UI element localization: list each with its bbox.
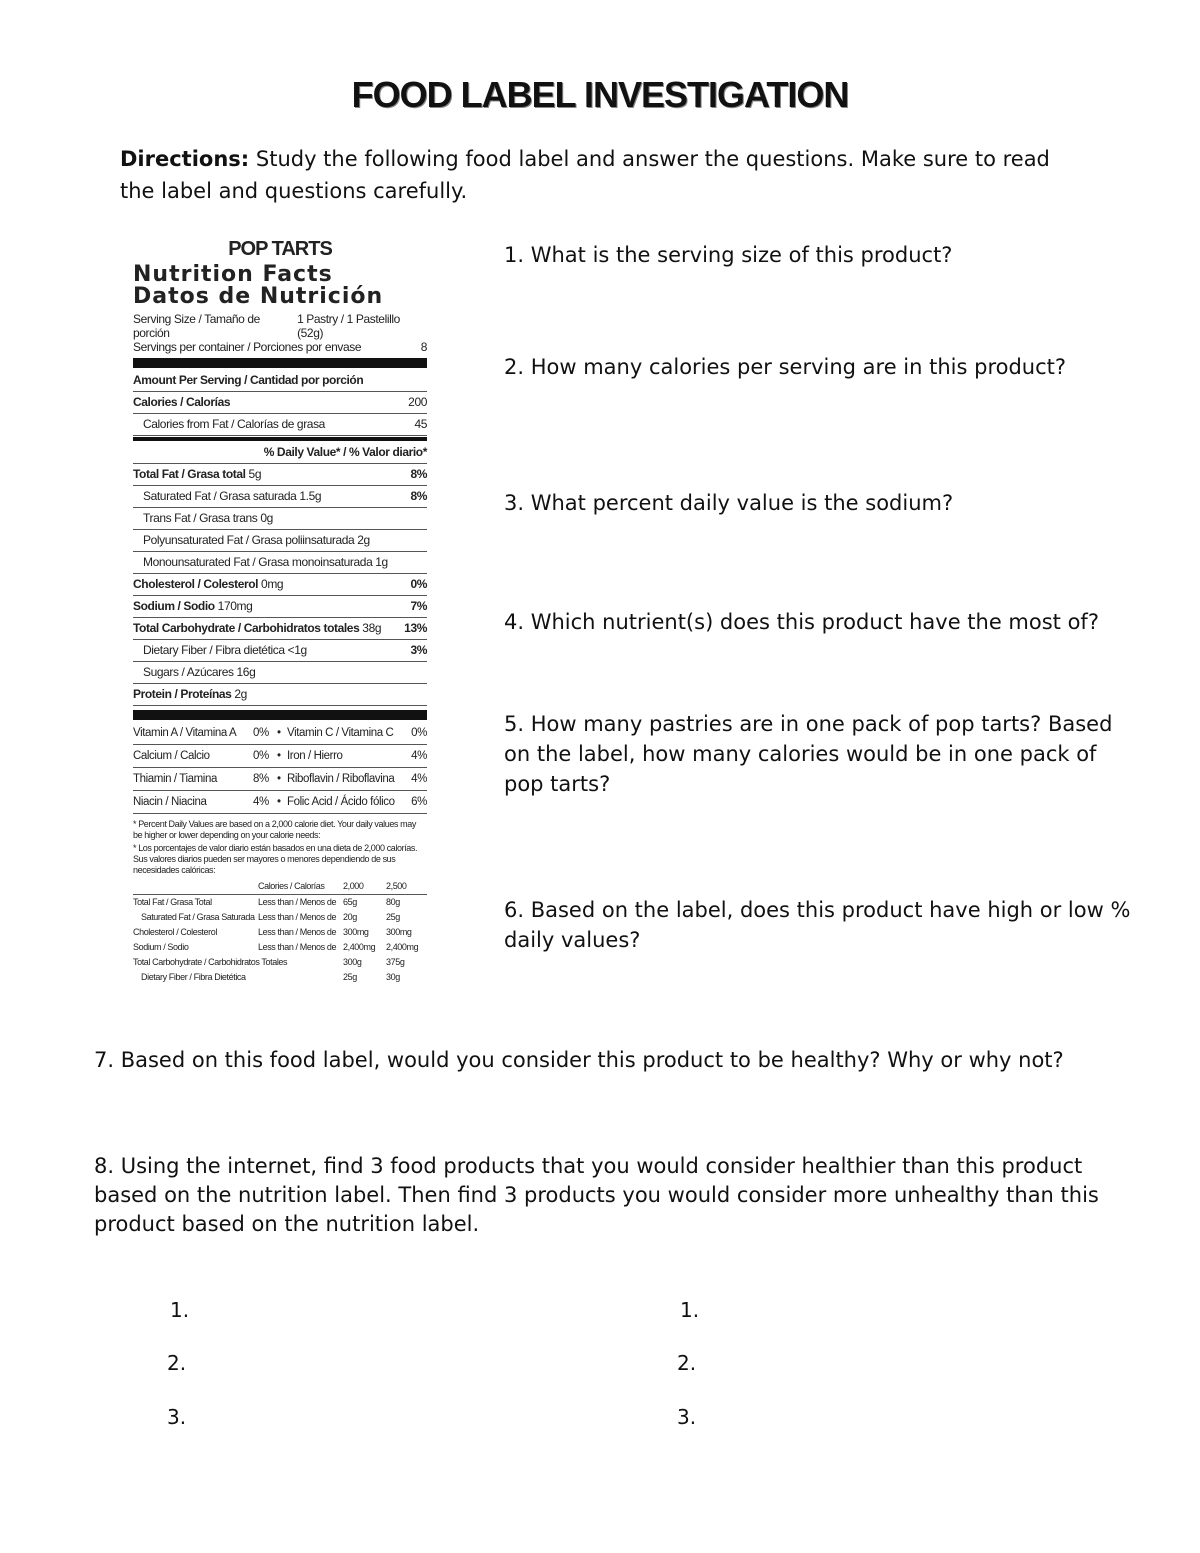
dv-table-cell: Less than / Menos de xyxy=(258,942,337,952)
dv-header-row xyxy=(133,442,427,464)
vitamin-cell: 0% xyxy=(411,727,427,739)
vitamin-row xyxy=(133,768,427,791)
dv-table-cell: 65g xyxy=(343,897,357,907)
dv-table-cell: Less than / Menos de xyxy=(258,912,337,922)
dv-table-rows xyxy=(133,895,427,985)
question-2: 2. How many calories per serving are in this product? xyxy=(504,355,1067,379)
answer-right-1: 1. xyxy=(680,1298,700,1322)
dv-table-cell: 2,400mg xyxy=(343,942,376,952)
nutrient-percent: 8% xyxy=(410,467,427,481)
answer-right-2: 2. xyxy=(677,1351,697,1375)
calories-row xyxy=(133,392,427,414)
thick-divider xyxy=(133,710,427,720)
directions-label: Directions: xyxy=(120,147,250,171)
dv-table-cell: Total Fat / Grasa Total xyxy=(133,897,212,907)
answer-left-3: 3. xyxy=(167,1405,187,1429)
calories-fat-row xyxy=(133,414,427,436)
vitamin-cell: 6% xyxy=(411,796,427,808)
servings-row xyxy=(133,340,427,354)
nutrient-row xyxy=(133,618,427,640)
nutrient-row xyxy=(133,596,427,618)
amount-per-serving xyxy=(133,370,427,392)
calories-fat-label: Calories from Fat / Calorías de grasa xyxy=(143,417,325,431)
question-5: 5. How many pastries are in one pack of pop tarts? Based on the label, how many calories would be in one pack of pop tarts? xyxy=(504,712,1113,796)
nutrient-amount: 5g xyxy=(245,467,262,481)
nutrient-percent: 3% xyxy=(410,643,427,657)
vitamin-cell: Riboflavin / Riboflavina xyxy=(287,773,395,785)
nutrient-name xyxy=(133,596,252,617)
footnote-es: * Los porcentajes de valor diario están basados en una dieta de 2,000 calorías. Sus valores diarios pueden ser mayores o menores dependiendo de sus necesidades calóricas: xyxy=(133,843,418,875)
nutrient-bold-label: Protein / Proteínas xyxy=(133,687,232,701)
nutrient-amount: Trans Fat / Grasa trans 0g xyxy=(143,511,273,525)
dv-table-cell: 300mg xyxy=(386,927,412,937)
calories-fat-value: 45 xyxy=(414,417,427,431)
nutrient-name xyxy=(133,618,381,639)
dv-table-row xyxy=(133,910,427,925)
footnote-en: * Percent Daily Values are based on a 2,000 calorie diet. Your daily values may be higher or lower depending on your calorie needs: xyxy=(133,819,416,840)
nutrient-name xyxy=(143,530,370,551)
label-heading-en: Nutrition Facts xyxy=(133,262,333,287)
dv-table-cell: 375g xyxy=(386,957,405,967)
dv-table-cell: Total Carbohydrate / Carbohidratos Totales xyxy=(133,957,288,967)
nutrient-name xyxy=(133,574,283,595)
nutrient-name xyxy=(133,684,247,705)
nutrient-amount: Polyunsaturated Fat / Grasa poliinsaturada 2g xyxy=(143,533,370,547)
dv-table-cell: Saturated Fat / Grasa Saturada xyxy=(141,912,255,922)
nutrient-row xyxy=(133,486,427,508)
vitamin-row xyxy=(133,791,427,814)
nutrient-amount: 170mg xyxy=(214,599,253,613)
nutrient-amount: 38g xyxy=(359,621,382,635)
dv-table-cell: 2,400mg xyxy=(386,942,419,952)
nutrient-percent: 8% xyxy=(410,489,427,503)
vitamin-cell: 4% xyxy=(411,773,427,785)
dv-table-cell: 25g xyxy=(386,912,400,922)
dv-header: % Daily Value* / % Valor diario* xyxy=(263,445,427,459)
directions xyxy=(120,143,1080,207)
nutrient-name xyxy=(143,486,321,507)
dv-table-row xyxy=(133,925,427,940)
nutrient-row xyxy=(133,552,427,574)
dv-table-header-cell: 2,500 xyxy=(386,881,407,891)
vitamin-cell: • xyxy=(277,750,281,762)
servings-value: 8 xyxy=(420,340,427,354)
answer-left-1: 1. xyxy=(170,1298,190,1322)
nutrient-amount: Dietary Fiber / Fibra dietética <1g xyxy=(143,643,307,657)
vitamin-rows xyxy=(133,722,427,814)
dv-table-cell: 300mg xyxy=(343,927,369,937)
nutrient-name xyxy=(143,640,307,661)
question-6: 6. Based on the label, does this product have high or low % daily values? xyxy=(504,898,1131,952)
nutrient-percent: 7% xyxy=(410,599,427,613)
vitamin-cell: Vitamin A / Vitamina A xyxy=(133,727,237,739)
nutrient-name xyxy=(133,464,261,485)
dv-table-header-cell: 2,000 xyxy=(343,881,364,891)
page-title: FOOD LABEL INVESTIGATION xyxy=(351,74,849,115)
vitamin-cell: Niacin / Niacina xyxy=(133,796,207,808)
nutrition-label xyxy=(133,238,427,985)
nutrient-amount: 0mg xyxy=(258,577,284,591)
nutrient-row xyxy=(133,662,427,684)
serving-size-label: Serving Size / Tamaño de porción xyxy=(133,312,260,340)
nutrient-row xyxy=(133,574,427,596)
dv-table-cell xyxy=(258,955,343,970)
dv-table-row xyxy=(133,940,427,955)
vitamin-cell: 0% xyxy=(253,727,269,739)
medium-divider xyxy=(133,437,427,441)
dv-table-header xyxy=(133,879,427,895)
vitamin-cell: • xyxy=(277,773,281,785)
calories-value: 200 xyxy=(408,395,427,409)
nutrient-bold-label: Total Carbohydrate / Carbohidratos totales xyxy=(133,621,360,635)
nutrient-rows xyxy=(133,464,427,706)
vitamin-cell: Calcium / Calcio xyxy=(133,750,210,762)
vitamin-row xyxy=(133,745,427,768)
serving-size-row xyxy=(133,312,427,340)
question-1: 1. What is the serving size of this product? xyxy=(504,243,953,267)
question-3: 3. What percent daily value is the sodium? xyxy=(504,491,954,515)
dv-table-cell: 80g xyxy=(386,897,400,907)
dv-table-cell: Less than / Menos de xyxy=(258,927,337,937)
question-8: 8. Using the internet, find 3 food products that you would consider healthier than this product based on the nutrition label. Then find 3 products you would consider more unhealthy than this product based on the nutrition label. xyxy=(94,1154,1099,1236)
label-product-name: POP TARTS xyxy=(228,238,332,260)
dv-table-cell: Sodium / Sodio xyxy=(133,942,189,952)
answer-right-3: 3. xyxy=(677,1405,697,1429)
question-4: 4. Which nutrient(s) does this product have the most of? xyxy=(504,610,1099,634)
nutrient-row xyxy=(133,464,427,486)
dv-table-cell: Less than / Menos de xyxy=(258,897,337,907)
vitamin-cell: Folic Acid / Ácido fólico xyxy=(287,796,395,808)
dv-table-row xyxy=(133,895,427,910)
servings-label: Servings per container / Porciones por envase xyxy=(133,340,362,354)
dv-table-header-cell: Calories / Calorías xyxy=(258,881,325,891)
dv-reference-table xyxy=(133,879,427,985)
label-heading-es: Datos de Nutrición xyxy=(133,284,384,309)
dv-table-row xyxy=(133,970,427,985)
nutrient-name xyxy=(143,508,273,529)
nutrient-amount: Sugars / Azúcares 16g xyxy=(143,665,256,679)
nutrient-percent: 0% xyxy=(410,577,427,591)
nutrient-amount: Monounsaturated Fat / Grasa monoinsaturada 1g xyxy=(143,555,388,569)
thick-divider xyxy=(133,358,427,368)
dv-table-cell: 300g xyxy=(343,957,362,967)
nutrient-bold-label: Cholesterol / Colesterol xyxy=(133,577,259,591)
vitamin-cell: 4% xyxy=(411,750,427,762)
vitamin-cell: 4% xyxy=(253,796,269,808)
dv-table-header-cell xyxy=(133,879,258,894)
vitamin-cell: Thiamin / Tiamina xyxy=(133,773,217,785)
vitamin-cell: Vitamin C / Vitamina C xyxy=(287,727,394,739)
dv-table-cell: 30g xyxy=(386,972,400,982)
vitamin-cell: 0% xyxy=(253,750,269,762)
question-7: 7. Based on this food label, would you consider this product to be healthy? Why or why not? xyxy=(94,1048,1064,1072)
nutrient-row xyxy=(133,640,427,662)
vitamin-cell: Iron / Hierro xyxy=(287,750,343,762)
vitamin-cell: 8% xyxy=(253,773,269,785)
vitamin-cell: • xyxy=(277,727,281,739)
dv-table-cell xyxy=(258,970,343,985)
nutrient-bold-label: Sodium / Sodio xyxy=(133,599,215,613)
vitamin-cell: • xyxy=(277,796,281,808)
nutrient-row xyxy=(133,530,427,552)
nutrient-name xyxy=(143,552,388,573)
nutrient-row xyxy=(133,508,427,530)
dv-table-cell: 20g xyxy=(343,912,357,922)
answer-left-2: 2. xyxy=(167,1351,187,1375)
nutrient-bold-label: Total Fat / Grasa total xyxy=(133,467,246,481)
nutrient-amount: Saturated Fat / Grasa saturada 1.5g xyxy=(143,489,322,503)
dv-table-cell: Dietary Fiber / Fibra Dietética xyxy=(141,972,246,982)
calories-label: Calories / Calorías xyxy=(133,395,231,409)
nutrient-amount: 2g xyxy=(231,687,247,701)
serving-size-value: 1 Pastry / 1 Pastelillo (52g) xyxy=(297,312,400,340)
dv-table-cell: Cholesterol / Colesterol xyxy=(133,927,217,937)
dv-table-row xyxy=(133,955,427,970)
vitamin-row xyxy=(133,722,427,745)
nutrient-name xyxy=(143,662,255,683)
nutrient-percent: 13% xyxy=(404,621,427,635)
amount-per-serving-label: Amount Per Serving / Cantidad por porción xyxy=(133,373,364,387)
dv-table-cell: 25g xyxy=(343,972,357,982)
directions-text: Study the following food label and answer the questions. Make sure to read the label and questions carefully. xyxy=(120,147,1050,203)
nutrient-row xyxy=(133,684,427,706)
